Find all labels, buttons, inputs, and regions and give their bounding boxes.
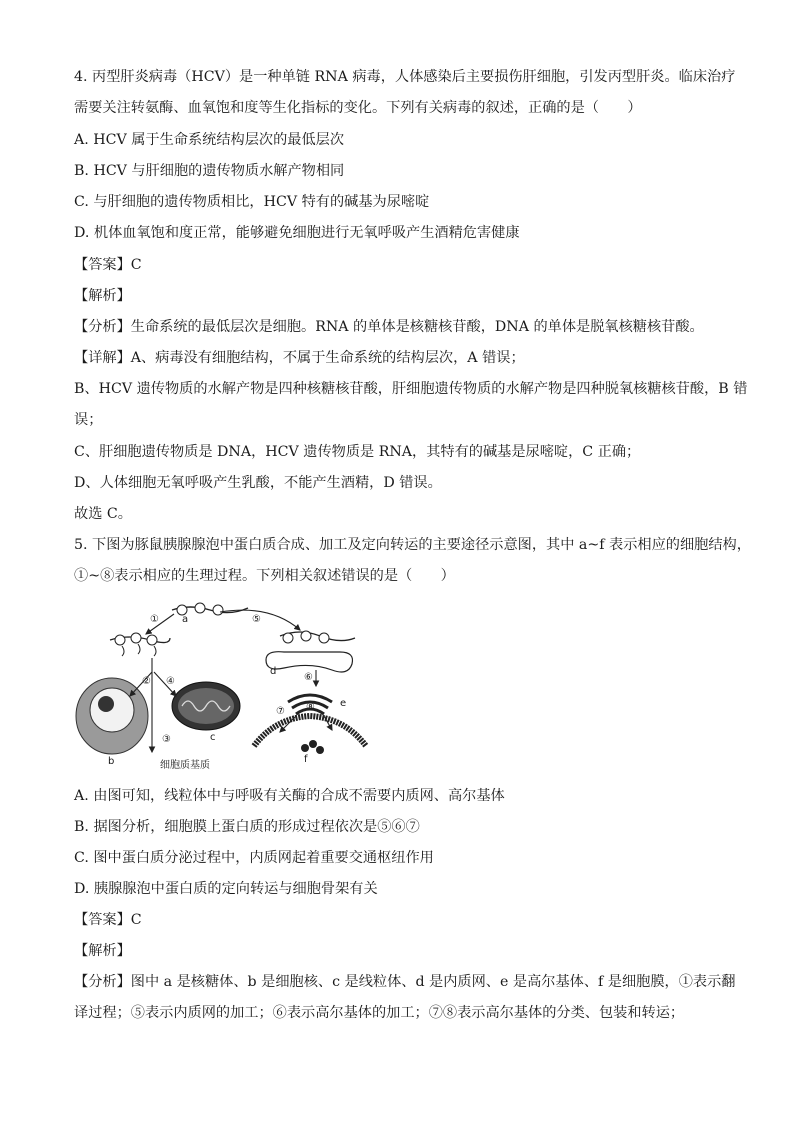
label-a: a [182, 614, 189, 625]
free-polyribosome [110, 633, 170, 656]
step-4: ④ [166, 676, 175, 687]
step-5: ⑤ [252, 614, 261, 625]
label-e: e [340, 698, 347, 709]
q4-option-d: D. 机体血氧饱和度正常，能够避免细胞进行无氧呼吸产生酒精危害健康 [74, 225, 520, 241]
q4-xiangjie-b2: 误； [74, 412, 103, 428]
step-7: ⑦ [276, 706, 285, 717]
step-2: ② [142, 676, 151, 687]
figure-drawing [70, 598, 370, 768]
step-1: ① [150, 614, 159, 625]
protein-pathway-figure [70, 598, 370, 771]
step-3: ③ [162, 734, 171, 745]
q4-xiangjie-d: D、人体细胞无氧呼吸产生乳酸，不能产生酒精，D 错误。 [74, 475, 442, 491]
q4-xiangjie-a: 【详解】A、病毒没有细胞结构，不属于生命系统的结构层次，A 错误； [74, 350, 525, 366]
q4-stem-line1: 4. 丙型肝炎病毒（HCV）是一种单链 RNA 病毒，人体感染后主要损伤肝细胞，引发丙型肝炎。临床治疗 [74, 69, 736, 85]
q5-stem-line2: ①~⑧表示相应的生理过程。下列相关叙述错误的是（ ） [74, 568, 455, 584]
label-b: b [108, 756, 115, 767]
q4-option-a: A. HCV 属于生命系统结构层次的最低层次 [74, 132, 345, 148]
label-d: d [270, 666, 277, 677]
label-f: f [304, 754, 308, 765]
q5-option-b: B. 据图分析，细胞膜上蛋白质的形成过程依次是⑤⑥⑦ [74, 819, 420, 835]
mitochondrion [172, 682, 240, 730]
step-8: ⑧ [306, 702, 315, 713]
cell-membrane [254, 716, 366, 754]
endoplasmic-reticulum [266, 631, 355, 672]
q4-fenxi: 【分析】生命系统的最低层次是细胞。RNA 的单体是核糖核苷酸，DNA 的单体是脱氧核糖核苷酸。 [74, 319, 704, 335]
q5-option-c: C. 图中蛋白质分泌过程中，内质网起着重要交通枢纽作用 [74, 850, 434, 866]
q5-option-a: A. 由图可知，线粒体中与呼吸有关酶的合成不需要内质网、高尔基体 [74, 788, 505, 804]
q4-conclusion: 故选 C。 [74, 506, 132, 522]
q5-analysis-title: 【解析】 [74, 943, 131, 959]
q5-answer: 【答案】C [74, 912, 142, 928]
q5-fenxi-line2: 译过程；⑤表示内质网的加工；⑥表示高尔基体的加工；⑦⑧表示高尔基体的分类、包装和转运； [74, 1005, 685, 1021]
q5-option-d: D. 胰腺腺泡中蛋白质的定向转运与细胞骨架有关 [74, 881, 378, 897]
q5-fenxi-line1: 【分析】图中 a 是核糖体、b 是细胞核、c 是线粒体、d 是内质网、e 是高尔基体、f 是细胞膜，①表示翻 [74, 974, 736, 990]
cytoplasm-label: 细胞质基质 [160, 760, 210, 771]
q4-xiangjie-c: C、肝细胞遗传物质是 DNA，HCV 遗传物质是 RNA，其特有的碱基是尿嘧啶，C 正确； [74, 444, 641, 460]
q4-option-b: B. HCV 与肝细胞的遗传物质水解产物相同 [74, 163, 345, 179]
q4-stem-line2: 需要关注转氨酶、血氧饱和度等生化指标的变化。下列有关病毒的叙述，正确的是（ ） [74, 100, 642, 116]
cell-nucleus [76, 678, 148, 754]
label-c: c [210, 732, 216, 743]
q4-analysis-title: 【解析】 [74, 288, 131, 304]
q5-stem-line1: 5. 下图为豚鼠胰腺腺泡中蛋白质合成、加工及定向转运的主要途径示意图，其中 a~f 表示相应的细胞结构， [74, 537, 751, 553]
q4-option-c: C. 与肝细胞的遗传物质相比，HCV 特有的碱基为尿嘧啶 [74, 194, 430, 210]
step-6: ⑥ [304, 672, 313, 683]
q4-answer: 【答案】C [74, 257, 142, 273]
q4-xiangjie-b1: B、HCV 遗传物质的水解产物是四种核糖核苷酸，肝细胞遗传物质的水解产物是四种脱氧核糖核苷酸，B 错 [74, 381, 748, 397]
